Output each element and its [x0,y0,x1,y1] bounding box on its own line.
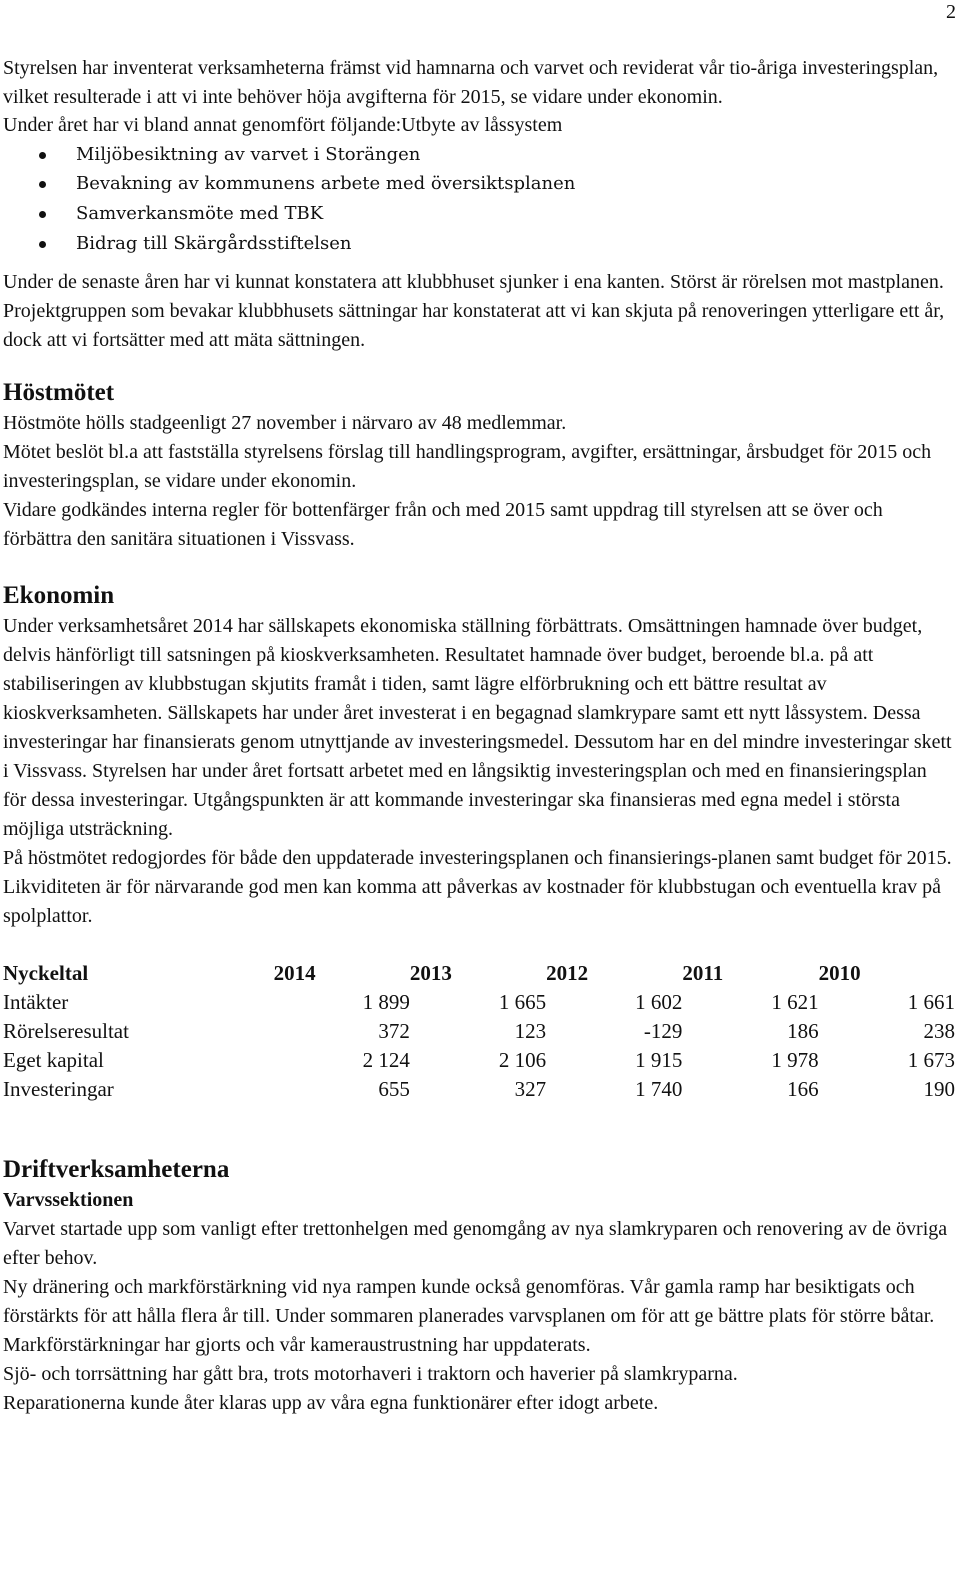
hostmotet-line: Höstmöte hölls stadgeenligt 27 november i närvaro av 48 medlemmar. [3,412,567,435]
bullet-icon [39,152,46,159]
table-cell: 1 740 [635,1077,683,1102]
bullet-icon [39,181,46,188]
table-cell: 1 915 [635,1048,683,1073]
key-figures-table [3,959,955,1104]
clubhouse-paragraph: Under de senaste åren har vi kunnat konstatera att klubbhuset sjunker i ena kanten. Störst är rörelsen mot mastplanen. Projektgruppen som bevakar klubbhusets sättningar har konstaterat att vi kan skjuta på renoveringen ytterligare ett år, dock att vi fortsätter med att mäta sättningen. [3,271,945,352]
table-cell: 1 621 [771,990,819,1015]
table-header-cell: 2010 [818,961,861,986]
list-item: Miljöbesiktning av varvet i Storängen [3,140,955,170]
section-heading-hostmotet: Höstmötet [3,379,115,407]
table-cell: 123 [514,1019,547,1044]
table-cell: Intäkter [3,990,69,1015]
list-item: Bidrag till Skärgårdsstiftelsen [3,229,955,259]
table-cell: 1 673 [907,1048,955,1073]
hostmotet-line: Vidare godkändes interna regler för bottenfärger från och med 2015 samt uppdrag till styrelsen att se över och förbättra den sanitära situationen i Vissvass. [3,499,883,551]
table-row [3,1046,955,1075]
drift-paragraph: Sjö- och torrsättning har gått bra, trots motorhaveri i traktorn och haverier på slamkryparna. [3,1363,738,1386]
table-cell: 238 [923,1019,955,1044]
table-cell: 1 665 [498,990,547,1015]
list-item: Samverkansmöte med TBK [3,199,955,229]
drift-paragraph: Reparationerna kunde åter klaras upp av våra egna funktionärer efter idogt arbete. [3,1392,659,1415]
subsection-heading-varvssektionen: Varvssektionen [3,1189,134,1212]
table-cell: 186 [787,1019,819,1044]
intro-paragraph: Styrelsen har inventerat verksamheterna främst vid hamnarna och varvet och reviderat vår tio-åriga investeringsplan, vilket resulterade i att vi inte behöver höja avgifterna för 2015, se vidare under ekonomin. [3,57,939,108]
table-cell: 190 [923,1077,955,1102]
table-cell: 372 [378,1019,410,1044]
intro-lead: Under året har vi bland annat genomfört följande:Utbyte av låssystem [3,114,563,136]
ekonomin-paragraph: Under verksamhetsåret 2014 har sällskapets ekonomiska ställning förbättrats. Omsättningen hamnade över budget, delvis hänförligt till satsningen på kioskverksamheten. Resultatet hamnade över budget, beroende bl.a. på att stabiliseringen av klubbstugan skjutits framåt i tiden, samt lägre elförbrukning och ett bättre resultat av kioskverksamheten. Sällskapets har under året investerat i en begagnad slamkrypare samt ett nytt låssystem. Dessa investeringar har finansierats genom utnyttjande av investeringsmedel. Dessutom har en del mindre investeringar skett i Vissvass. Styrelsen har under året fortsatt arbetet med en långsiktig investeringsplan och med en finansieringsplan för dessa investeringar. Utgångspunkten är att kommande investeringar ska finansieras med egna medel i största möjliga utsträckning. [3,615,952,841]
table-cell: Investeringar [3,1077,114,1102]
section-heading-drift: Driftverksamheterna [3,1156,230,1184]
bullet-icon [39,211,46,218]
table-row [3,988,955,1017]
bullet-icon [39,241,46,248]
table-header-cell: 2011 [682,961,724,986]
table-cell: Rörelseresultat [3,1019,129,1044]
drift-paragraph: Ny dränering och markförstärkning vid nya rampen kunde också genomföras. Vår gamla ramp har besiktigats och förstärkts för att hålla flera år till. Under sommaren planerades varvsplanen om för att ge bättre plats för större båtar. Markförstärkningar har gjorts och vår kameraustrustning har uppdaterats. [3,1276,935,1357]
page-number: 2 [946,1,956,23]
ekonomin-paragraph: På höstmötet redogjordes för både den uppdaterade investeringsplanen och finansierings-planen samt budget för 2015. Likviditeten är för närvarande god men kan komma att påverkas av kostnader för klubbstugan och eventuella krav på spolplattor. [3,847,952,928]
table-cell: 1 602 [635,990,683,1015]
drift-paragraph: Varvet startade upp som vanligt efter trettonhelgen med genomgång av nya slamkryparen och renovering av de övriga efter behov. [3,1218,948,1270]
table-header-cell: Nyckeltal [3,961,89,986]
section-heading-ekonomin: Ekonomin [3,582,115,610]
table-header-cell: 2014 [273,961,316,986]
hostmotet-line: Mötet beslöt bl.a att fastställa styrelsens förslag till handlingsprogram, avgifter, ersättningar, årsbudget för 2015 och investeringsplan, se vidare under ekonomin. [3,441,932,493]
list-item: Bevakning av kommunens arbete med översiktsplanen [3,169,955,199]
table-header-row [3,959,955,988]
table-cell: 327 [514,1077,547,1102]
activity-list [3,140,955,259]
table-row [3,1075,955,1104]
table-header-cell: 2012 [546,961,589,986]
table-cell: 655 [378,1077,410,1102]
table-cell: Eget kapital [3,1048,104,1073]
table-cell: -129 [643,1019,683,1044]
table-cell: 166 [787,1077,819,1102]
table-row [3,1017,955,1046]
document-body [3,54,955,1418]
table-cell: 1 661 [907,990,955,1015]
table-cell: 2 106 [498,1048,547,1073]
table-cell: 1 899 [362,990,410,1015]
table-header-cell: 2013 [409,961,452,986]
table-cell: 1 978 [771,1048,819,1073]
table-cell: 2 124 [362,1048,410,1073]
